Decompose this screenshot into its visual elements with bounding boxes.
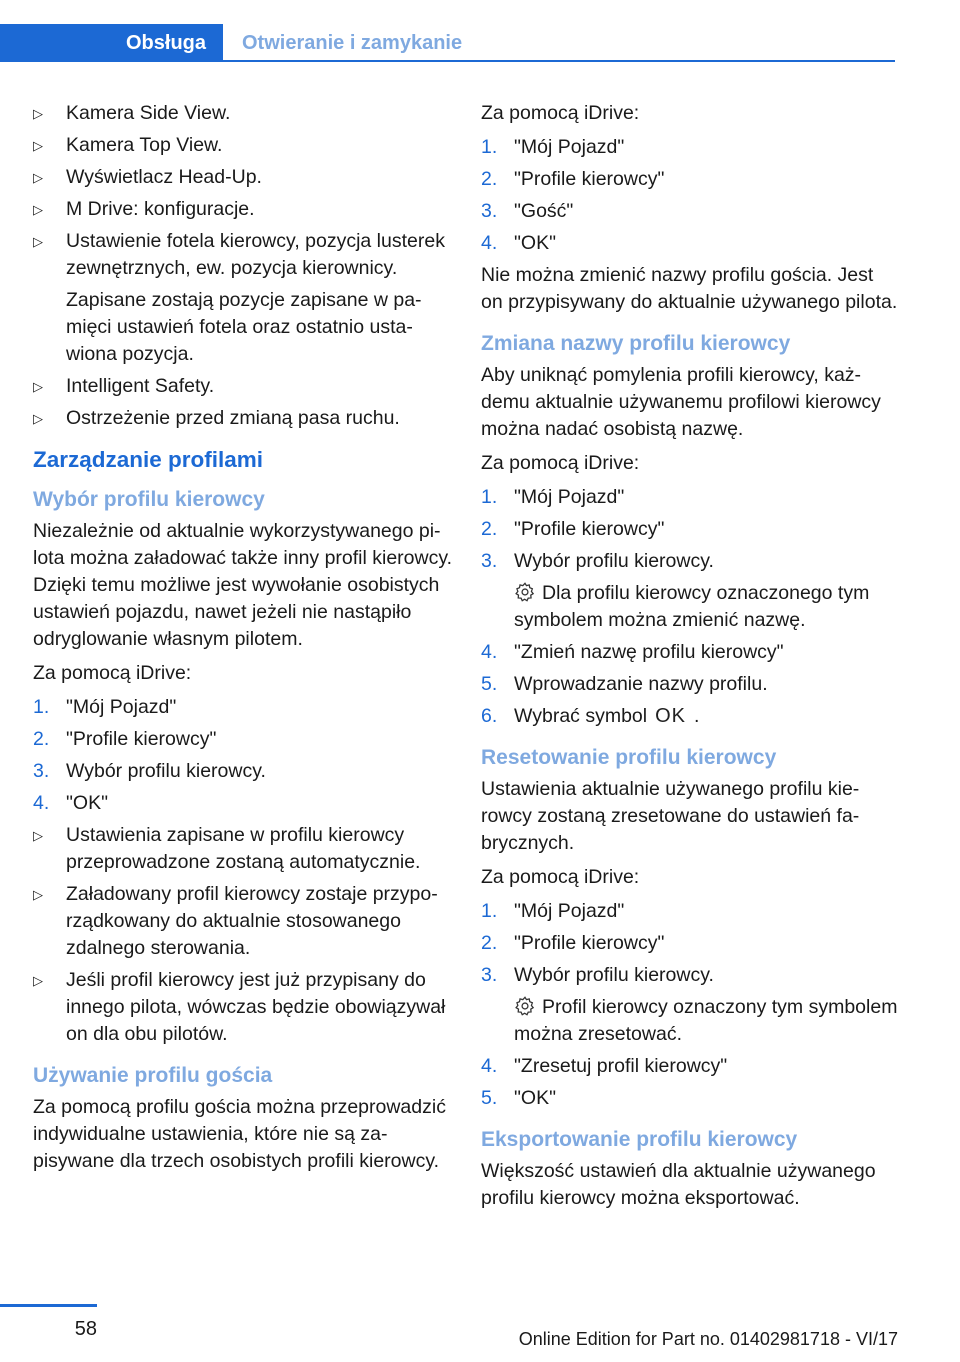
- paragraph: Niezależnie od aktualnie wykorzystywanego pilota można załadować także inny profil kierowcy. Dzięki temu możliwe jest wywołanie osobistych ustawień pojazdu, nawet jeżeli nie nastąpiło odryglowanie własnym pilotem.: [33, 520, 453, 650]
- page-number-rule: [0, 1304, 97, 1307]
- step-item: 2. "Profile kierowcy": [481, 932, 665, 954]
- list-item: ▷ Jeśli profil kierowcy jest już przypisany do innego pilota, wówczas będzie obowiązywał on dla obu pilotów.: [33, 969, 446, 1045]
- step-item: 2. "Profile kierowcy": [33, 728, 217, 750]
- header-tab-section: Otwieranie i zamykanie: [242, 31, 463, 54]
- idrive-label: Za pomocą iDrive:: [481, 102, 640, 124]
- idrive-label: Za pomocą iDrive:: [481, 866, 640, 888]
- paragraph: Za pomocą profilu gościa można przeprowadzić indywidualne ustawienia, które nie są zapisywane dla trzech osobistych profili kierowcy.: [33, 1096, 446, 1172]
- paragraph: Aby uniknąć pomylenia profili kierowcy, każdemu aktualnie używanemu profilowi kierowcy można nadać osobistą nazwę.: [481, 364, 881, 440]
- step-item: 3. Wybór profilu kierowcy.: [33, 760, 266, 782]
- step-item: 3. Wybór profilu kierowcy. Dla profilu kierowcy oznaczonego tym symbolem można zmienić nazwę.: [481, 548, 899, 634]
- list-item: ▷ Ustawienie fotela kierowcy, pozycja lusterek zewnętrznych, ew. pozycja kierownicy. Zapisane zostają pozycje zapisane w pamięci ustawień fotela oraz ostatnio ustawiona pozycja.: [33, 228, 453, 368]
- subsection-title: Zmiana nazwy profilu kierowcy: [481, 332, 791, 355]
- list-item: ▷ M Drive: konfiguracje.: [33, 196, 453, 223]
- step-item: 1. "Mój Pojazd": [33, 696, 177, 718]
- gear-icon: [514, 581, 536, 603]
- triangle-bullet-icon: ▷: [33, 411, 43, 426]
- subsection-title: Używanie profilu gościa: [33, 1064, 273, 1087]
- ok-symbol-icon: OK: [655, 705, 687, 727]
- step-item: 4. "OK": [33, 792, 109, 814]
- step-item: 1. "Mój Pojazd": [481, 486, 625, 508]
- paragraph: Ustawienia aktualnie używanego profilu kierowcy zostaną zresetowane do ustawień fabrycznych.: [481, 778, 860, 854]
- step-item: 2. "Profile kierowcy": [481, 518, 665, 540]
- subsection-title: Resetowanie profilu kierowcy: [481, 746, 777, 769]
- gear-icon: [514, 995, 536, 1017]
- paragraph: Większość ustawień dla aktualnie używanego profilu kierowcy można eksportować.: [481, 1160, 876, 1209]
- subsection-title: Wybór profilu kierowcy: [33, 488, 265, 511]
- step-item: 5. Wprowadzanie nazwy profilu.: [481, 673, 768, 695]
- header-tab-obsluga: Obsługa: [0, 24, 223, 62]
- step-note: Dla profilu kierowcy oznaczonego tym symbolem można zmienić nazwę.: [514, 582, 870, 631]
- right-column: [481, 100, 899, 1219]
- triangle-bullet-icon: ▷: [33, 973, 43, 988]
- list-item: ▷ Załadowany profil kierowcy zostaje przyporządkowany do aktualnie stosowanego zdalnego sterowania.: [33, 883, 438, 959]
- list-item: ▷ Intelligent Safety.: [33, 373, 453, 400]
- list-item-continuation: Zapisane zostają pozycje zapisane w pamięci ustawień fotela oraz ostatnio ustawiona pozycja.: [66, 289, 422, 365]
- list-item: ▷ Ustawienia zapisane w profilu kierowcy przeprowadzone zostaną automatycznie.: [33, 824, 421, 873]
- idrive-label: Za pomocą iDrive:: [33, 662, 192, 684]
- footer-edition: Online Edition for Part no. 01402981718 - VI/17: [518, 1329, 898, 1349]
- list-item: ▷ Kamera Side View.: [33, 100, 453, 127]
- triangle-bullet-icon: ▷: [33, 138, 43, 153]
- triangle-bullet-icon: ▷: [33, 202, 43, 217]
- step-item: 4. "Zresetuj profil kierowcy": [481, 1055, 728, 1077]
- triangle-bullet-icon: ▷: [33, 828, 43, 843]
- list-item: ▷ Wyświetlacz Head-Up.: [33, 164, 453, 191]
- step-item: 6. Wybrać symbol OK .: [481, 703, 899, 730]
- section-title: Zarządzanie profilami: [33, 447, 264, 472]
- left-column: [33, 100, 453, 1182]
- list-item: ▷ Kamera Top View.: [33, 132, 453, 159]
- step-note: Profil kierowcy oznaczony tym symbolem można zresetować.: [514, 996, 898, 1045]
- triangle-bullet-icon: ▷: [33, 234, 43, 249]
- step-item: 3. Wybór profilu kierowcy. Profil kierowcy oznaczony tym symbolem można zresetować.: [481, 962, 899, 1048]
- paragraph: Nie można zmienić nazwy profilu gościa. Jest on przypisywany do aktualnie używanego pilota.: [481, 264, 898, 313]
- step-item: 4. "OK": [481, 232, 557, 254]
- step-item: 3. "Gość": [481, 200, 574, 222]
- triangle-bullet-icon: ▷: [33, 379, 43, 394]
- subsection-title: Eksportowanie profilu kierowcy: [481, 1128, 798, 1151]
- step-item: 1. "Mój Pojazd": [481, 136, 625, 158]
- page-number: 58: [74, 1318, 97, 1340]
- page-header: [0, 0, 895, 62]
- step-item: 2. "Profile kierowcy": [481, 168, 665, 190]
- step-item: 1. "Mój Pojazd": [481, 900, 625, 922]
- idrive-label: Za pomocą iDrive:: [481, 452, 640, 474]
- triangle-bullet-icon: ▷: [33, 170, 43, 185]
- step-item: 5. "OK": [481, 1087, 557, 1109]
- list-item: ▷ Ostrzeżenie przed zmianą pasa ruchu.: [33, 405, 453, 432]
- triangle-bullet-icon: ▷: [33, 106, 43, 121]
- step-item: 4. "Zmień nazwę profilu kierowcy": [481, 641, 784, 663]
- triangle-bullet-icon: ▷: [33, 887, 43, 902]
